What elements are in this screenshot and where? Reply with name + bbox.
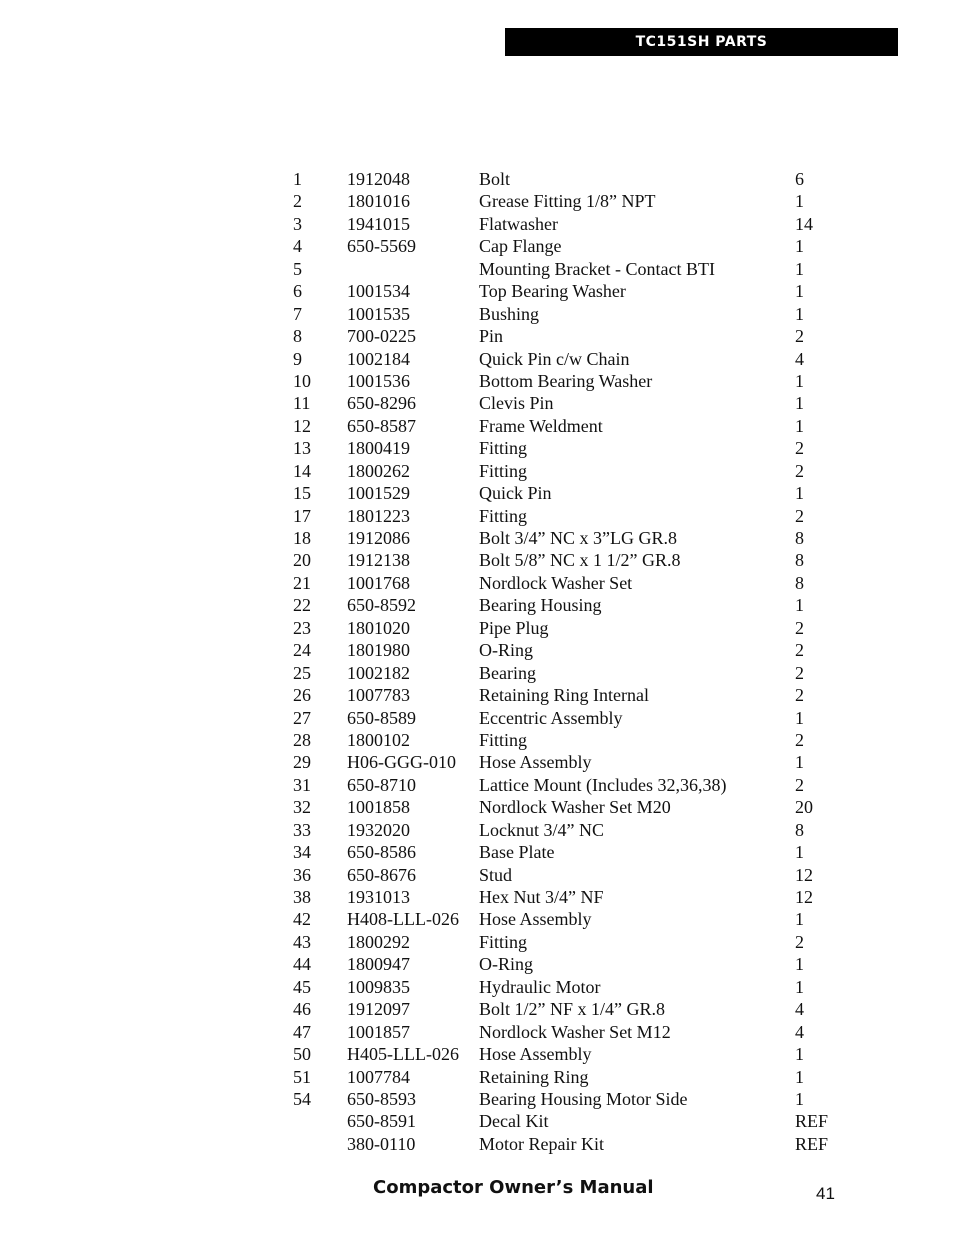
- part-quantity: 2: [795, 505, 804, 526]
- part-number: 380-0110: [347, 1133, 416, 1154]
- part-description: Hose Assembly: [479, 752, 592, 773]
- part-quantity: 2: [795, 617, 804, 638]
- part-number: 1800947: [347, 954, 410, 975]
- parts-row: [293, 1088, 853, 1110]
- part-quantity: 1: [795, 595, 804, 616]
- parts-row: [293, 482, 853, 504]
- ref-number: 3: [293, 213, 302, 234]
- part-description: Hex Nut 3/4” NF: [479, 887, 604, 907]
- part-quantity: 1: [795, 483, 804, 504]
- ref-number: 38: [293, 887, 311, 907]
- parts-row: [293, 213, 853, 235]
- parts-row: [293, 976, 853, 998]
- part-number: 1800419: [347, 438, 410, 459]
- part-description: Pin: [479, 326, 504, 347]
- part-description: Quick Pin: [479, 483, 552, 504]
- part-number: 1007784: [347, 1066, 410, 1087]
- part-number: 1001857: [347, 1021, 410, 1042]
- part-number: 1800292: [347, 931, 410, 952]
- parts-row: [293, 168, 853, 190]
- part-number: 650-5569: [347, 236, 416, 257]
- part-quantity: REF: [795, 1133, 829, 1154]
- section-title: TC151SH PARTS: [635, 34, 768, 50]
- ref-number: 43: [293, 931, 311, 952]
- ref-number: 42: [293, 909, 311, 930]
- part-quantity: 1: [795, 281, 804, 302]
- part-quantity: 1: [795, 752, 804, 773]
- parts-row: [293, 864, 853, 886]
- part-quantity: 14: [795, 213, 813, 234]
- ref-number: 7: [293, 303, 302, 324]
- part-quantity: 12: [795, 887, 813, 907]
- part-description: Fitting: [479, 505, 528, 526]
- ref-number: 13: [293, 438, 311, 459]
- part-quantity: 2: [795, 729, 804, 750]
- part-number: 1001534: [347, 281, 410, 302]
- ref-number: 8: [293, 326, 302, 347]
- part-description: Eccentric Assembly: [479, 707, 623, 728]
- ref-number: 9: [293, 348, 302, 369]
- parts-row: [293, 437, 853, 459]
- ref-number: 11: [293, 393, 311, 414]
- ref-number: 20: [293, 550, 311, 571]
- part-description: Bearing Housing Motor Side: [479, 1088, 688, 1109]
- part-description: Bolt: [479, 169, 511, 189]
- part-quantity: 1: [795, 909, 804, 930]
- part-number: H408-LLL-026: [347, 909, 459, 930]
- part-description: Hose Assembly: [479, 1044, 592, 1065]
- ref-number: 36: [293, 864, 311, 885]
- parts-row: [293, 594, 853, 616]
- ref-number: 31: [293, 774, 311, 795]
- part-quantity: 4: [795, 1021, 804, 1042]
- part-description: Mounting Bracket - Contact BTI: [479, 258, 715, 279]
- parts-row: [293, 303, 853, 325]
- part-description: Bearing: [479, 662, 536, 683]
- part-number: 650-8591: [347, 1111, 416, 1132]
- part-description: Stud: [479, 864, 513, 885]
- part-description: Nordlock Washer Set: [479, 572, 633, 593]
- part-number: 1801016: [347, 191, 410, 212]
- part-number: 650-8589: [347, 707, 416, 728]
- parts-row: [293, 370, 853, 392]
- ref-number: 4: [293, 236, 302, 257]
- part-number: 1801020: [347, 617, 410, 638]
- part-quantity: 1: [795, 954, 804, 975]
- ref-number: 45: [293, 976, 311, 997]
- parts-row: [293, 617, 853, 639]
- part-quantity: 4: [795, 348, 804, 369]
- ref-number: 23: [293, 617, 311, 638]
- parts-row: [293, 460, 853, 482]
- part-number: 1941015: [347, 213, 410, 234]
- parts-row: [293, 953, 853, 975]
- ref-number: 17: [293, 505, 311, 526]
- parts-row: [293, 280, 853, 302]
- ref-number: 28: [293, 729, 311, 750]
- part-description: Pipe Plug: [479, 617, 549, 638]
- part-description: Bottom Bearing Washer: [479, 370, 653, 391]
- part-quantity: 1: [795, 842, 804, 863]
- ref-number: 51: [293, 1066, 311, 1087]
- ref-number: 44: [293, 954, 311, 975]
- parts-row: [293, 819, 853, 841]
- part-number: 1001536: [347, 370, 410, 391]
- ref-number: 24: [293, 640, 311, 661]
- part-quantity: 1: [795, 236, 804, 257]
- ref-number: 29: [293, 752, 311, 773]
- part-quantity: 2: [795, 931, 804, 952]
- part-number: 1801223: [347, 505, 410, 526]
- ref-number: 15: [293, 483, 311, 504]
- part-description: Retaining Ring Internal: [479, 685, 649, 706]
- ref-number: 46: [293, 999, 311, 1020]
- part-quantity: 2: [795, 438, 804, 459]
- parts-row: [293, 707, 853, 729]
- ref-number: 5: [293, 258, 302, 279]
- parts-row: [293, 325, 853, 347]
- part-number: 1912138: [347, 550, 410, 571]
- part-quantity: 1: [795, 191, 804, 212]
- ref-number: 21: [293, 572, 311, 593]
- parts-row: [293, 258, 853, 280]
- parts-row: [293, 1110, 853, 1132]
- parts-row: [293, 684, 853, 706]
- part-description: Bearing Housing: [479, 595, 602, 616]
- part-description: Retaining Ring: [479, 1066, 589, 1087]
- part-quantity: 1: [795, 303, 804, 324]
- parts-row: [293, 796, 853, 818]
- part-description: Locknut 3/4” NC: [479, 819, 604, 840]
- parts-row: [293, 998, 853, 1020]
- part-quantity: 1: [795, 707, 804, 728]
- part-number: 1001535: [347, 303, 410, 324]
- part-quantity: 20: [795, 797, 813, 818]
- part-description: Lattice Mount (Includes 32,36,38): [479, 774, 727, 795]
- part-description: Nordlock Washer Set M12: [479, 1021, 671, 1042]
- part-number: 650-8587: [347, 415, 416, 436]
- part-quantity: 1: [795, 415, 804, 436]
- part-quantity: 2: [795, 640, 804, 661]
- part-quantity: 2: [795, 662, 804, 683]
- part-quantity: 1: [795, 370, 804, 391]
- part-number: 650-8593: [347, 1088, 416, 1109]
- part-number: 700-0225: [347, 326, 416, 347]
- ref-number: 32: [293, 797, 311, 818]
- ref-number: 33: [293, 819, 311, 840]
- part-quantity: 4: [795, 999, 804, 1020]
- part-description: Motor Repair Kit: [479, 1133, 604, 1154]
- part-description: O-Ring: [479, 640, 533, 661]
- part-number: 1001768: [347, 572, 410, 593]
- part-number: 1009835: [347, 976, 410, 997]
- ref-number: 54: [293, 1088, 311, 1109]
- part-quantity: 2: [795, 460, 804, 481]
- part-quantity: 8: [795, 819, 804, 840]
- parts-row: [293, 774, 853, 796]
- part-number: 1801980: [347, 640, 410, 661]
- part-description: Grease Fitting 1/8” NPT: [479, 191, 656, 212]
- parts-row: [293, 348, 853, 370]
- part-description: Nordlock Washer Set M20: [479, 797, 671, 818]
- parts-row: [293, 415, 853, 437]
- part-description: Hydraulic Motor: [479, 976, 601, 997]
- part-quantity: 1: [795, 976, 804, 997]
- part-number: 1800262: [347, 460, 410, 481]
- part-quantity: 1: [795, 1066, 804, 1087]
- parts-row: [293, 190, 853, 212]
- part-number: H06-GGG-010: [347, 752, 456, 773]
- part-description: Bushing: [479, 303, 540, 324]
- parts-row: [293, 392, 853, 414]
- part-description: Fitting: [479, 931, 528, 952]
- part-number: 650-8592: [347, 595, 416, 616]
- ref-number: 25: [293, 662, 311, 683]
- parts-row: [293, 751, 853, 773]
- ref-number: 2: [293, 191, 302, 212]
- part-description: Fitting: [479, 438, 528, 459]
- part-number: 650-8676: [347, 864, 416, 885]
- part-description: Bolt 1/2” NF x 1/4” GR.8: [479, 999, 666, 1020]
- parts-row: [293, 549, 853, 571]
- part-quantity: 1: [795, 1088, 804, 1109]
- part-description: Bolt 5/8” NC x 1 1/2” GR.8: [479, 550, 681, 571]
- ref-number: 22: [293, 595, 311, 616]
- part-number: 650-8296: [347, 393, 416, 414]
- ref-number: 14: [293, 460, 311, 481]
- parts-row: [293, 729, 853, 751]
- parts-row: [293, 1133, 853, 1155]
- part-quantity: 8: [795, 528, 804, 548]
- part-quantity: 12: [795, 864, 813, 885]
- part-description: Hose Assembly: [479, 909, 592, 930]
- part-quantity: 2: [795, 774, 804, 795]
- parts-row: [293, 1043, 853, 1065]
- part-number: 650-8586: [347, 842, 416, 863]
- parts-row: [293, 505, 853, 527]
- ref-number: 27: [293, 707, 311, 728]
- part-quantity: REF: [795, 1111, 829, 1132]
- part-description: Decal Kit: [479, 1111, 549, 1132]
- ref-number: 26: [293, 685, 311, 706]
- part-description: O-Ring: [479, 954, 533, 975]
- ref-number: 6: [293, 281, 302, 302]
- part-quantity: 8: [795, 550, 804, 571]
- part-number: 1002184: [347, 348, 410, 369]
- ref-number: 50: [293, 1044, 311, 1065]
- parts-row: [293, 1066, 853, 1088]
- part-number: 1931013: [347, 887, 410, 907]
- part-description: Quick Pin c/w Chain: [479, 348, 630, 369]
- parts-row: [293, 931, 853, 953]
- ref-number: 12: [293, 415, 311, 436]
- part-description: Flatwasher: [479, 213, 558, 234]
- part-description: Cap Flange: [479, 236, 562, 257]
- ref-number: 34: [293, 842, 311, 863]
- part-number: 1001858: [347, 797, 410, 818]
- part-number: H405-LLL-026: [347, 1044, 459, 1065]
- page-number: 41: [816, 1184, 835, 1203]
- footer-title: Compactor Owner’s Manual: [373, 1177, 654, 1198]
- part-description: Clevis Pin: [479, 393, 554, 414]
- parts-row: [293, 662, 853, 684]
- parts-row: [293, 908, 853, 930]
- section-header: [505, 28, 898, 56]
- ref-number: 18: [293, 528, 311, 548]
- ref-number: 1: [293, 169, 302, 189]
- part-quantity: 8: [795, 572, 804, 593]
- parts-row: [293, 1021, 853, 1043]
- part-number: 1912097: [347, 999, 410, 1020]
- part-number: 1912086: [347, 528, 410, 548]
- part-description: Base Plate: [479, 842, 555, 863]
- part-quantity: 1: [795, 1044, 804, 1065]
- part-quantity: 2: [795, 685, 804, 706]
- part-quantity: 6: [795, 169, 804, 189]
- part-description: Top Bearing Washer: [479, 281, 626, 302]
- part-description: Fitting: [479, 460, 528, 481]
- parts-row: [293, 639, 853, 661]
- parts-row: [293, 886, 853, 908]
- part-description: Frame Weldment: [479, 415, 603, 436]
- part-number: 650-8710: [347, 774, 416, 795]
- part-number: 1912048: [347, 169, 410, 189]
- part-description: Fitting: [479, 729, 528, 750]
- part-number: 1007783: [347, 685, 410, 706]
- part-number: 1002182: [347, 662, 410, 683]
- part-number: 1001529: [347, 483, 410, 504]
- parts-row: [293, 841, 853, 863]
- ref-number: 10: [293, 370, 311, 391]
- part-quantity: 1: [795, 258, 804, 279]
- part-quantity: 2: [795, 326, 804, 347]
- ref-number: 47: [293, 1021, 311, 1042]
- parts-row: [293, 235, 853, 257]
- part-quantity: 1: [795, 393, 804, 414]
- parts-row: [293, 572, 853, 594]
- parts-list: [293, 168, 853, 1155]
- parts-row: [293, 527, 853, 549]
- part-number: 1932020: [347, 819, 410, 840]
- part-description: Bolt 3/4” NC x 3”LG GR.8: [479, 528, 677, 548]
- part-number: 1800102: [347, 729, 410, 750]
